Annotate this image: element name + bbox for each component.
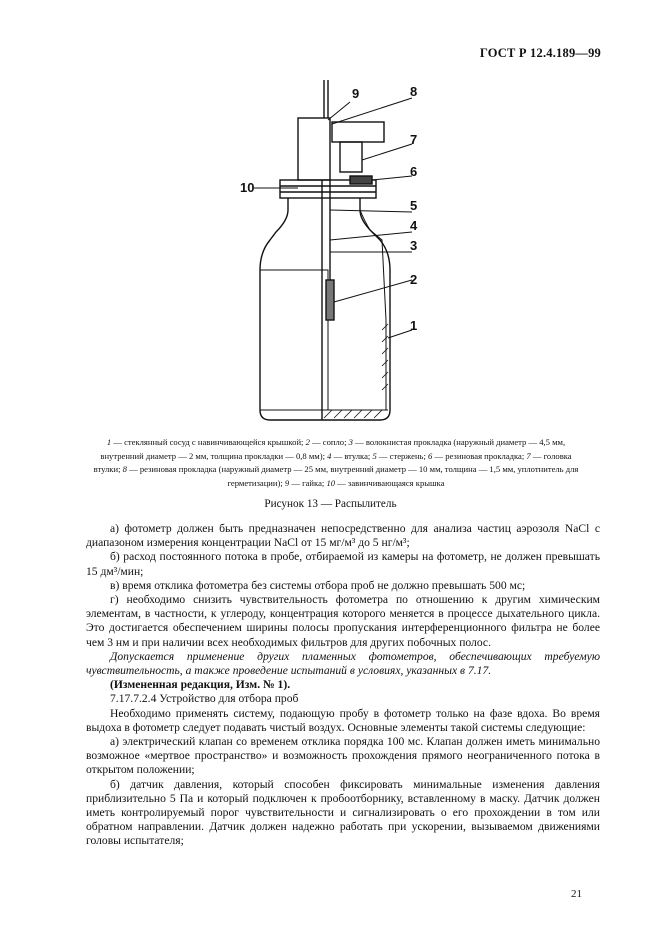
figure-label-9: 9: [352, 86, 360, 101]
paragraph: б) расход постоянного потока в пробе, отбираемой из камеры на фотометр, не должен превышать 15 дм³/мин;: [86, 550, 600, 578]
paragraph: в) время отклика фотометра без системы отбора проб не должно превышать 500 мс;: [110, 578, 526, 592]
body-text: [86, 522, 600, 849]
figure-label-10: 10: [240, 180, 255, 195]
sprayer-drawing: [200, 80, 440, 430]
figure-label-5: 5: [410, 198, 418, 213]
document-code: ГОСТ Р 12.4.189—99: [479, 46, 601, 60]
paragraph: Необходимо применять систему, подающую пробу в фотометр только на фазе вдоха. Во время выдоха в фотометр следует подавать чистый воздух. Основные элементы такой системы следующие:: [86, 706, 600, 734]
figure-label-6: 6: [410, 164, 418, 179]
figure-label-3: 3: [410, 238, 418, 253]
paragraph: б) датчик давления, который способен фиксировать минимальные изменения давления приблизительно 5 Па и который подключен к пробоотборнику, вставленному в маску. Датчик должен иметь контролируемый порог чувствительности и сигнализировать о его прохождении в том или обратном направлении. Датчик должен надежно работать при ускорении, вызываемом движениями головы испытателя;: [86, 777, 600, 848]
paragraph: г) необходимо снизить чувствительность фотометра по отношению к другим химическим элементам, в частности, к углероду, концентрация которого меняется в процессе дыхательного цикла. Это достигается обеспечением ширины полосы пропускания интерференционного фильтра не более чем 3 нм и при наличии всех необходимых фильтров для других побочных полос.: [86, 593, 600, 649]
figure-label-8: 8: [410, 84, 418, 99]
italic-note: Допускается применение других пламенных фотометров, обеспечивающих требуемую чувствительность, а также проведение испытаний в условиях, указанных в 7.17.: [86, 649, 600, 678]
figure-caption: 1 — стеклянный сосуд с навинчивающейся крышкой; 2 — сопло; 3 — волокнистая прокладка (наружный диаметр — 4,5 мм, внутренний диаметр — 2 мм, толщина прокладки — 0,8 мм); 4 — втулка; 5 — стержень; 6 — резиновая прокладка; 7 — головка втулки; 8 — резиновая прокладка (наружный диаметр — 25 мм, внутренний диаметр — 10 мм, толщина — 1,5 мм, уплотнитель для герметизации); 9 — гайка; 10 — завинчивающаяся крышка: [93, 437, 579, 488]
section-heading: 7.17.7.2.4 Устройство для отбора проб: [110, 692, 299, 706]
sprayer-figure: [200, 80, 440, 430]
figure-label-4: 4: [410, 218, 418, 233]
figure-label-1: 1: [410, 318, 418, 333]
amendment-note: (Измененная редакция, Изм. № 1).: [110, 678, 291, 692]
figure-title: Рисунок 13 — Распылитель: [264, 498, 397, 510]
figure-label-7: 7: [410, 132, 418, 147]
page-number: 21: [571, 888, 582, 900]
paragraph: а) электрический клапан со временем отклика порядка 100 мс. Клапан должен иметь минимально возможное «мертвое пространство» и возможность прохождения прямого неограниченного потока в открытом положении;: [86, 735, 600, 777]
paragraph: а) фотометр должен быть предназначен непосредственно для анализа частиц аэрозоля NaCl с диапазоном измерения концентрации NaCl от 15 мг/м³ до 5 нг/м³;: [86, 522, 600, 550]
figure-label-2: 2: [410, 272, 418, 287]
